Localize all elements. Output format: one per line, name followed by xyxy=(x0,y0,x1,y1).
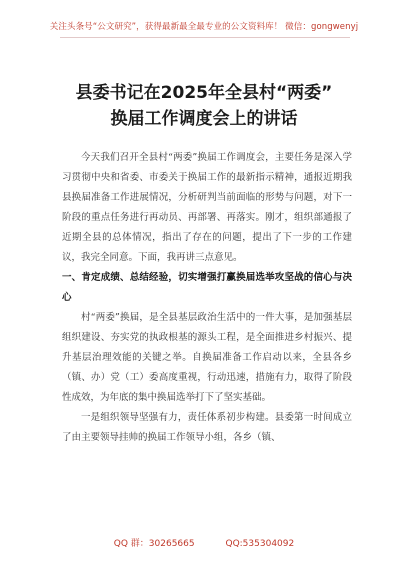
paragraph-body: 村“两委”换届，是全县基层政治生活中的一件大事，是加强基层组织建设、夯实党的执政根基的源头工程，是全面推进乡村振兴、提升基层治理效能的关键之举。自换届准备工作启动以来，全县各乡（镇、办）党（工）委高度重视，行动迅速，措施有力，取得了阶段性成效，为年底的集中换届选举打下了坚实基础。 xyxy=(62,312,352,403)
header-divider xyxy=(60,37,350,38)
paragraph-point-one: 一是组织领导坚强有力，责任体系初步构建。县委第一时间成立了由主要领导挂帅的换届工作领导小组，各乡（镇、 xyxy=(62,412,352,443)
footer xyxy=(0,536,408,549)
paragraph-intro: 今天我们召开全县村“两委”换届工作调度会，主要任务是深入学习贯彻中央和省委、市委关于换届工作的最新指示精神，通报近期我县换届准备工作进展情况，分析研判当前面临的形势与问题，对下一阶段的重点任务进行再动员、再部署、再落实。刚才，组织部通报了近期全县的总体情况，指出了存在的问题，提出了下一步的工作建议，我完全同意。下面，我再讲三点意见。 xyxy=(62,152,352,263)
footer-qq-contact: QQ:535304092 xyxy=(225,539,295,549)
section-heading: 一、肯定成绩、总结经验，切实增强打赢换届选举攻坚战的信心与决心 xyxy=(62,272,352,303)
header-banner: 关注头条号“公文研究”，获得最新最全最专业的公文资料库！ 微信：gongwenyj xyxy=(49,22,359,32)
document-title xyxy=(0,80,408,132)
footer-qq-group: QQ 群：30265665 xyxy=(113,539,195,549)
title-line-1: 县委书记在2025年全县村“两委” xyxy=(75,83,333,103)
title-line-2: 换届工作调度会上的讲话 xyxy=(110,109,298,129)
document-body xyxy=(62,148,352,448)
